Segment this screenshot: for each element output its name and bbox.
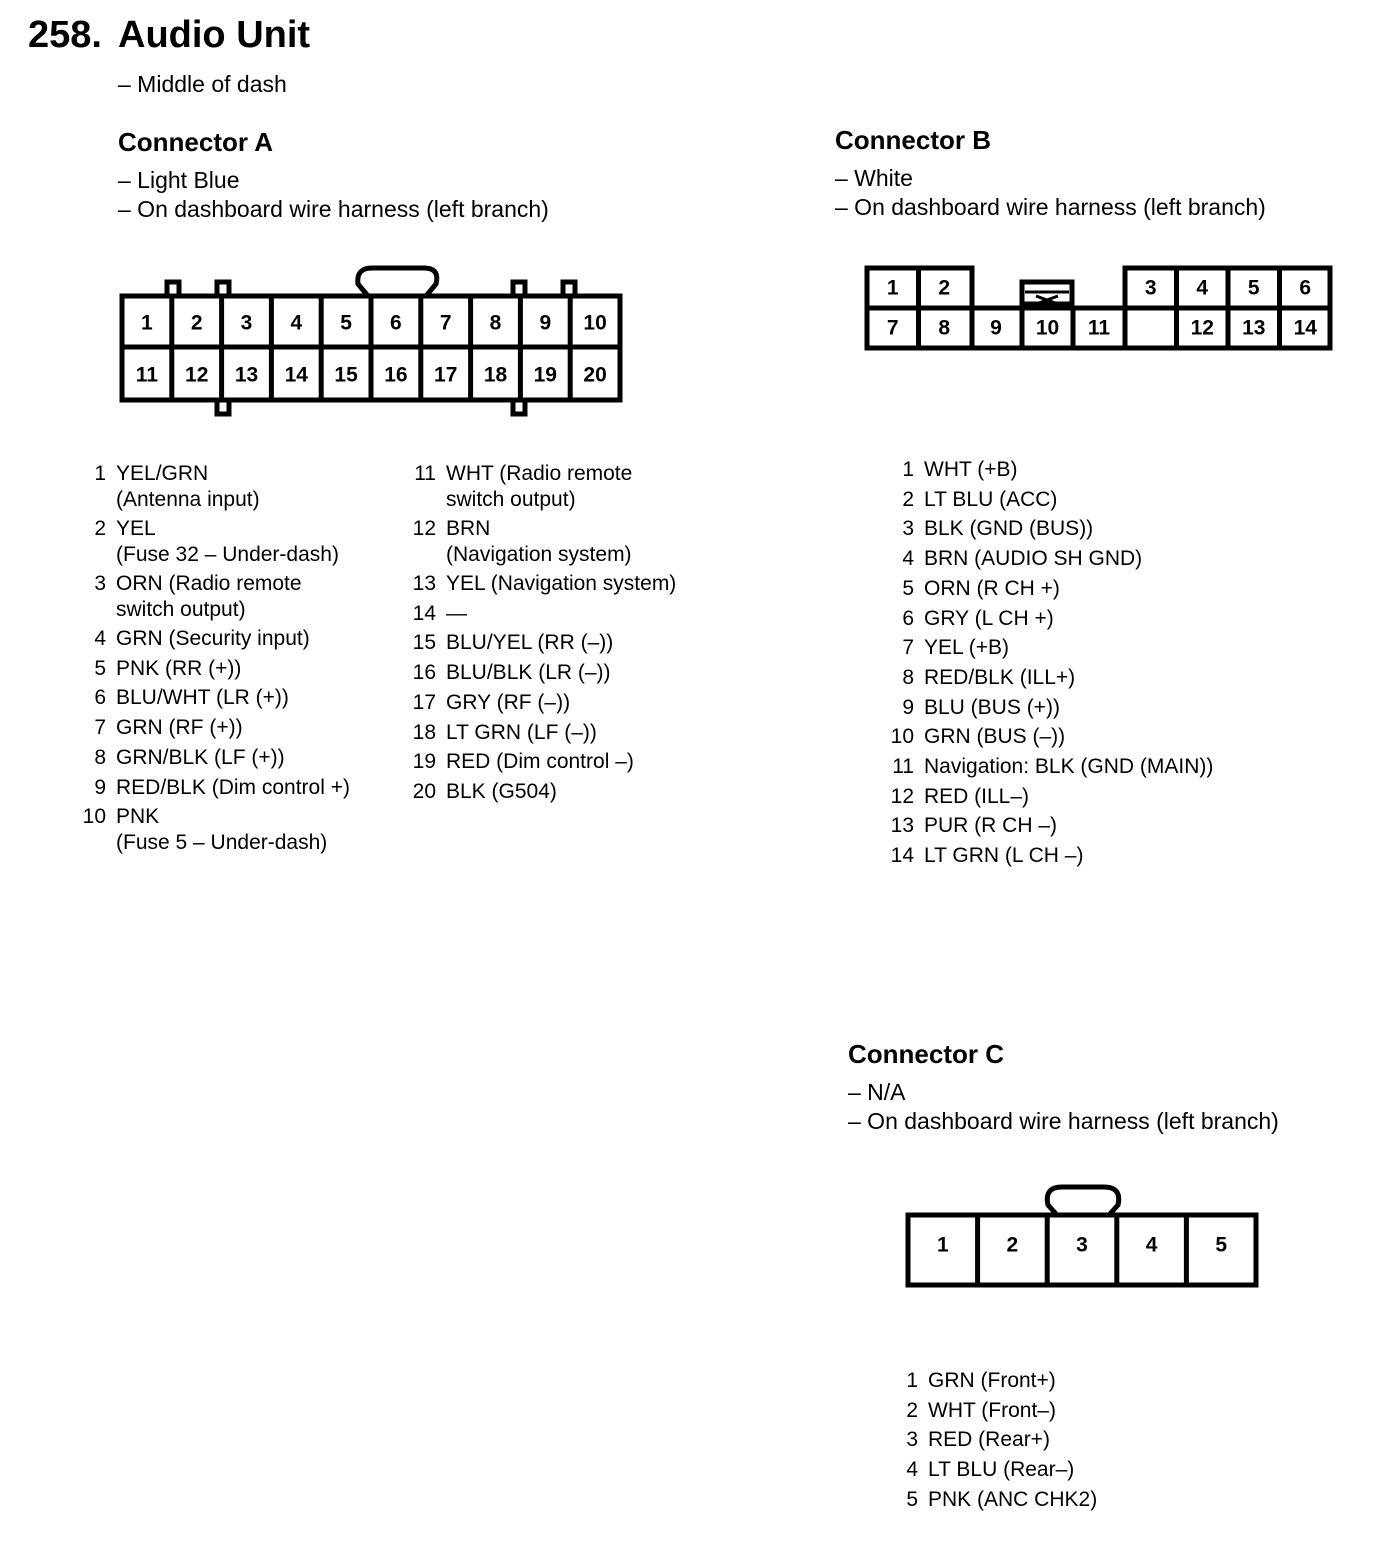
pin-description: RED (Rear+) <box>928 1428 1050 1452</box>
connector-c-color: – N/A <box>848 1079 906 1105</box>
pin-description: YEL (Navigation system) <box>446 572 677 595</box>
connector-b-pin-item <box>880 574 1300 604</box>
connector-a-cavity-label: 7 <box>439 311 452 335</box>
connector-a-pin-item <box>68 459 388 514</box>
connector-a-color: – Light Blue <box>118 167 240 193</box>
pin-number: 3 <box>94 572 106 595</box>
connector-a-pin-item <box>398 718 718 748</box>
pin-description: — <box>446 601 467 625</box>
connector-b-cavity-label: 11 <box>1087 316 1111 340</box>
connector-a-pin-item <box>68 624 388 654</box>
connector-a-pin-item <box>68 713 388 743</box>
pin-description: PUR (R CH –) <box>924 814 1058 838</box>
connector-a-heading: Connector A <box>118 127 274 157</box>
pin-description: WHT (Radio remote switch output) <box>446 462 633 511</box>
connector-a-cavity-label: 3 <box>240 311 253 335</box>
connector-a-cavity-label: 19 <box>533 363 557 387</box>
connector-a-pinlist-right <box>398 459 718 807</box>
page-title <box>28 14 310 57</box>
connector-b-cavity-label: 4 <box>1196 276 1209 300</box>
connector-c-cavity-label: 3 <box>1076 1233 1088 1257</box>
connector-b-pin-item <box>880 544 1300 574</box>
connector-a-harness: – On dashboard wire harness (left branch) <box>118 196 549 222</box>
connector-a-pin-item <box>398 628 718 658</box>
pin-description: YEL (Fuse 32 – Under-dash) <box>116 517 339 566</box>
pin-description: BLU (BUS (+)) <box>924 695 1060 719</box>
pin-number: 13 <box>890 814 914 838</box>
connector-a-cavity-label: 14 <box>284 363 308 387</box>
connector-b-pin-item <box>880 722 1300 752</box>
pin-description: ORN (Radio remote switch output) <box>116 572 302 621</box>
pin-number: 19 <box>412 750 436 774</box>
pin-description: BLU/BLK (LR (–)) <box>446 661 611 685</box>
connector-a-cavity-label: 13 <box>234 363 259 387</box>
pin-description: BLU/WHT (LR (+)) <box>116 686 289 710</box>
connector-a-cavity-label: 4 <box>290 311 303 335</box>
page-number: 258. <box>28 14 102 56</box>
connector-a-pin-item <box>68 654 388 684</box>
pin-description: GRN (BUS (–)) <box>924 725 1066 749</box>
pin-number: 14 <box>890 844 914 868</box>
pin-number: 1 <box>906 1369 918 1392</box>
connector-a-cavity-label: 5 <box>340 311 352 335</box>
pin-description: GRN/BLK (LF (+)) <box>116 745 285 769</box>
pin-number: 2 <box>902 487 914 511</box>
pin-number: 4 <box>94 627 106 650</box>
connector-a-cavity-label: 6 <box>390 311 402 335</box>
pin-number: 1 <box>902 458 914 481</box>
connector-a-cavity-label: 16 <box>384 363 408 387</box>
connector-b-color: – White <box>835 165 913 191</box>
connector-b-pin-item <box>880 752 1300 782</box>
pin-description: GRN (RF (+)) <box>116 716 243 740</box>
connector-b-cavity-label: 3 <box>1144 276 1157 300</box>
pin-description: LT BLU (Rear–) <box>928 1458 1075 1482</box>
connector-c-pin-item <box>880 1485 1280 1515</box>
pin-description: LT GRN (LF (–)) <box>446 720 597 744</box>
pin-number: 14 <box>412 601 436 625</box>
connector-b-pin-item <box>880 514 1300 544</box>
connector-a-pin-item <box>398 514 718 569</box>
connector-b-cavity-label: 1 <box>886 276 899 300</box>
pin-number: 11 <box>892 755 914 779</box>
pin-description: WHT (+B) <box>924 458 1018 481</box>
connector-b-cavity-label: 8 <box>938 316 951 340</box>
connector-a-cavity-label: 17 <box>434 363 458 387</box>
connector-b-cavity-label: 5 <box>1247 276 1260 300</box>
page-title-text: Audio Unit <box>118 14 311 56</box>
pin-number: 2 <box>906 1398 918 1422</box>
connector-a-cavity-label: 15 <box>334 363 358 387</box>
pin-number: 7 <box>94 716 106 740</box>
connector-c-harness: – On dashboard wire harness (left branch) <box>848 1108 1279 1134</box>
connector-b-pin-item <box>880 841 1300 871</box>
pin-number: 9 <box>902 695 914 719</box>
unit-location: – Middle of dash <box>118 71 287 97</box>
connector-b-cavity-label: 14 <box>1293 316 1317 340</box>
connector-c-cavity-label: 4 <box>1145 1233 1158 1257</box>
connector-a-cavity-label: 2 <box>190 311 203 335</box>
connector-b-cavity-label: 10 <box>1035 316 1060 340</box>
pin-number: 15 <box>412 631 436 655</box>
connector-c-pin-item <box>880 1455 1280 1485</box>
connector-b-cavity-label: 13 <box>1242 316 1266 340</box>
connector-b-pin-item <box>880 663 1300 693</box>
connector-c-pin-item <box>880 1396 1280 1426</box>
pin-number: 4 <box>906 1458 918 1482</box>
pin-number: 10 <box>82 805 106 829</box>
pin-description: RED/BLK (ILL+) <box>924 665 1076 689</box>
pin-description: GRY (L CH +) <box>924 606 1054 630</box>
connector-a-cavity-label: 1 <box>141 311 153 335</box>
connector-a-pin-item <box>398 459 718 514</box>
pin-number: 5 <box>902 576 914 600</box>
connector-a-pin-item <box>398 569 718 599</box>
connector-b-heading: Connector B <box>835 125 991 155</box>
connector-c-latch <box>1047 1187 1118 1215</box>
pin-number: 8 <box>94 745 106 769</box>
pin-number: 5 <box>906 1487 918 1511</box>
pin-number: 9 <box>94 775 106 799</box>
pin-description: PNK (ANC CHK2) <box>928 1487 1098 1511</box>
connector-a-pin-item <box>398 747 718 777</box>
pin-number: 17 <box>412 690 436 714</box>
pin-description: RED (ILL–) <box>924 784 1030 808</box>
connector-b-pin-item <box>880 811 1300 841</box>
pin-description: Navigation: BLK (GND (MAIN)) <box>924 755 1214 779</box>
connector-a-cavity-label: 12 <box>185 363 209 387</box>
pin-description: PNK (RR (+)) <box>116 656 242 680</box>
pin-number: 6 <box>94 686 106 710</box>
connector-a-diagram <box>110 258 640 428</box>
connector-c-pinlist <box>880 1366 1280 1515</box>
pin-description: BLK (G504) <box>446 779 557 803</box>
pin-description: LT BLU (ACC) <box>924 487 1058 511</box>
connector-a-latch <box>358 268 437 296</box>
connector-b-pin-item <box>880 485 1300 515</box>
connector-c-cavity-label: 1 <box>936 1233 949 1257</box>
pin-description: GRN (Security input) <box>116 627 310 650</box>
pin-number: 11 <box>414 462 436 485</box>
pin-number: 3 <box>902 517 914 541</box>
connector-b-pin-item <box>880 782 1300 812</box>
connector-b-cavity-label: 7 <box>886 316 899 340</box>
connector-b-diagram <box>860 260 1340 360</box>
connector-c-cavity-label: 5 <box>1215 1233 1228 1257</box>
pin-number: 6 <box>902 606 914 630</box>
pin-description: GRY (RF (–)) <box>446 690 571 714</box>
pin-description: BRN (Navigation system) <box>446 517 632 566</box>
connector-b-pin-item <box>880 693 1300 723</box>
connector-a-pin-item <box>398 777 718 807</box>
pin-description: GRN (Front+) <box>928 1369 1056 1392</box>
pin-number: 7 <box>902 636 914 660</box>
pin-description: BRN (AUDIO SH GND) <box>924 547 1143 571</box>
connector-a-pin-item <box>68 773 388 803</box>
pin-number: 4 <box>902 547 914 571</box>
connector-b-pinlist <box>880 455 1300 871</box>
connector-c-pin-item <box>880 1425 1280 1455</box>
pin-number: 1 <box>94 462 106 485</box>
pin-description: YEL (+B) <box>924 636 1010 660</box>
pin-description: RED/BLK (Dim control +) <box>116 775 350 799</box>
connector-c-heading: Connector C <box>848 1039 1004 1069</box>
pin-number: 3 <box>906 1428 918 1452</box>
connector-b-cavity-label: 9 <box>990 316 1002 340</box>
connector-a-pinlist-left <box>68 459 388 857</box>
connector-a-pin-item <box>398 599 718 629</box>
pin-description: YEL/GRN (Antenna input) <box>116 462 260 511</box>
pin-number: 12 <box>412 517 436 540</box>
pin-number: 13 <box>412 572 436 595</box>
connector-a-cavity-label: 11 <box>135 363 159 387</box>
connector-a-pin-item <box>398 658 718 688</box>
connector-c-pin-item <box>880 1366 1280 1396</box>
pin-number: 20 <box>412 779 436 803</box>
connector-a-pin-item <box>68 569 388 624</box>
pin-description: PNK (Fuse 5 – Under-dash) <box>116 805 328 854</box>
pin-description: RED (Dim control –) <box>446 750 634 774</box>
connector-b-pin-item <box>880 604 1300 634</box>
pin-number: 10 <box>890 725 914 749</box>
connector-a-pin-item <box>68 743 388 773</box>
pin-number: 2 <box>94 517 106 540</box>
pin-number: 18 <box>412 720 436 744</box>
connector-b-pin-item <box>880 633 1300 663</box>
connector-a-pin-item <box>68 683 388 713</box>
pin-description: WHT (Front–) <box>928 1398 1056 1422</box>
connector-b-cavity-label: 6 <box>1299 276 1312 300</box>
pin-number: 8 <box>902 665 914 689</box>
pin-number: 5 <box>94 656 106 680</box>
connector-a-pin-item <box>68 802 388 857</box>
connector-a-cavity-label: 9 <box>539 311 552 335</box>
connector-b-pin-item <box>880 455 1300 485</box>
connector-a-cavity-label: 18 <box>483 363 508 387</box>
connector-a-pin-item <box>68 514 388 569</box>
connector-b-harness: – On dashboard wire harness (left branch) <box>835 194 1266 220</box>
connector-a-cavity-label: 10 <box>583 311 607 335</box>
connector-c-diagram <box>900 1175 1270 1295</box>
connector-a-cavity-label: 20 <box>583 363 607 387</box>
pin-description: BLK (GND (BUS)) <box>924 517 1094 541</box>
pin-description: ORN (R CH +) <box>924 576 1060 600</box>
pin-number: 12 <box>890 784 914 808</box>
pin-description: BLU/YEL (RR (–)) <box>446 631 614 655</box>
pin-description: LT GRN (L CH –) <box>924 844 1084 868</box>
connector-a-pin-item <box>398 688 718 718</box>
connector-b-cavity-label: 12 <box>1190 316 1214 340</box>
connector-b-cavity-label: 2 <box>938 276 951 300</box>
pin-number: 16 <box>412 661 436 685</box>
connector-a-cavity-label: 8 <box>489 311 502 335</box>
connector-c-cavity-label: 2 <box>1006 1233 1019 1257</box>
